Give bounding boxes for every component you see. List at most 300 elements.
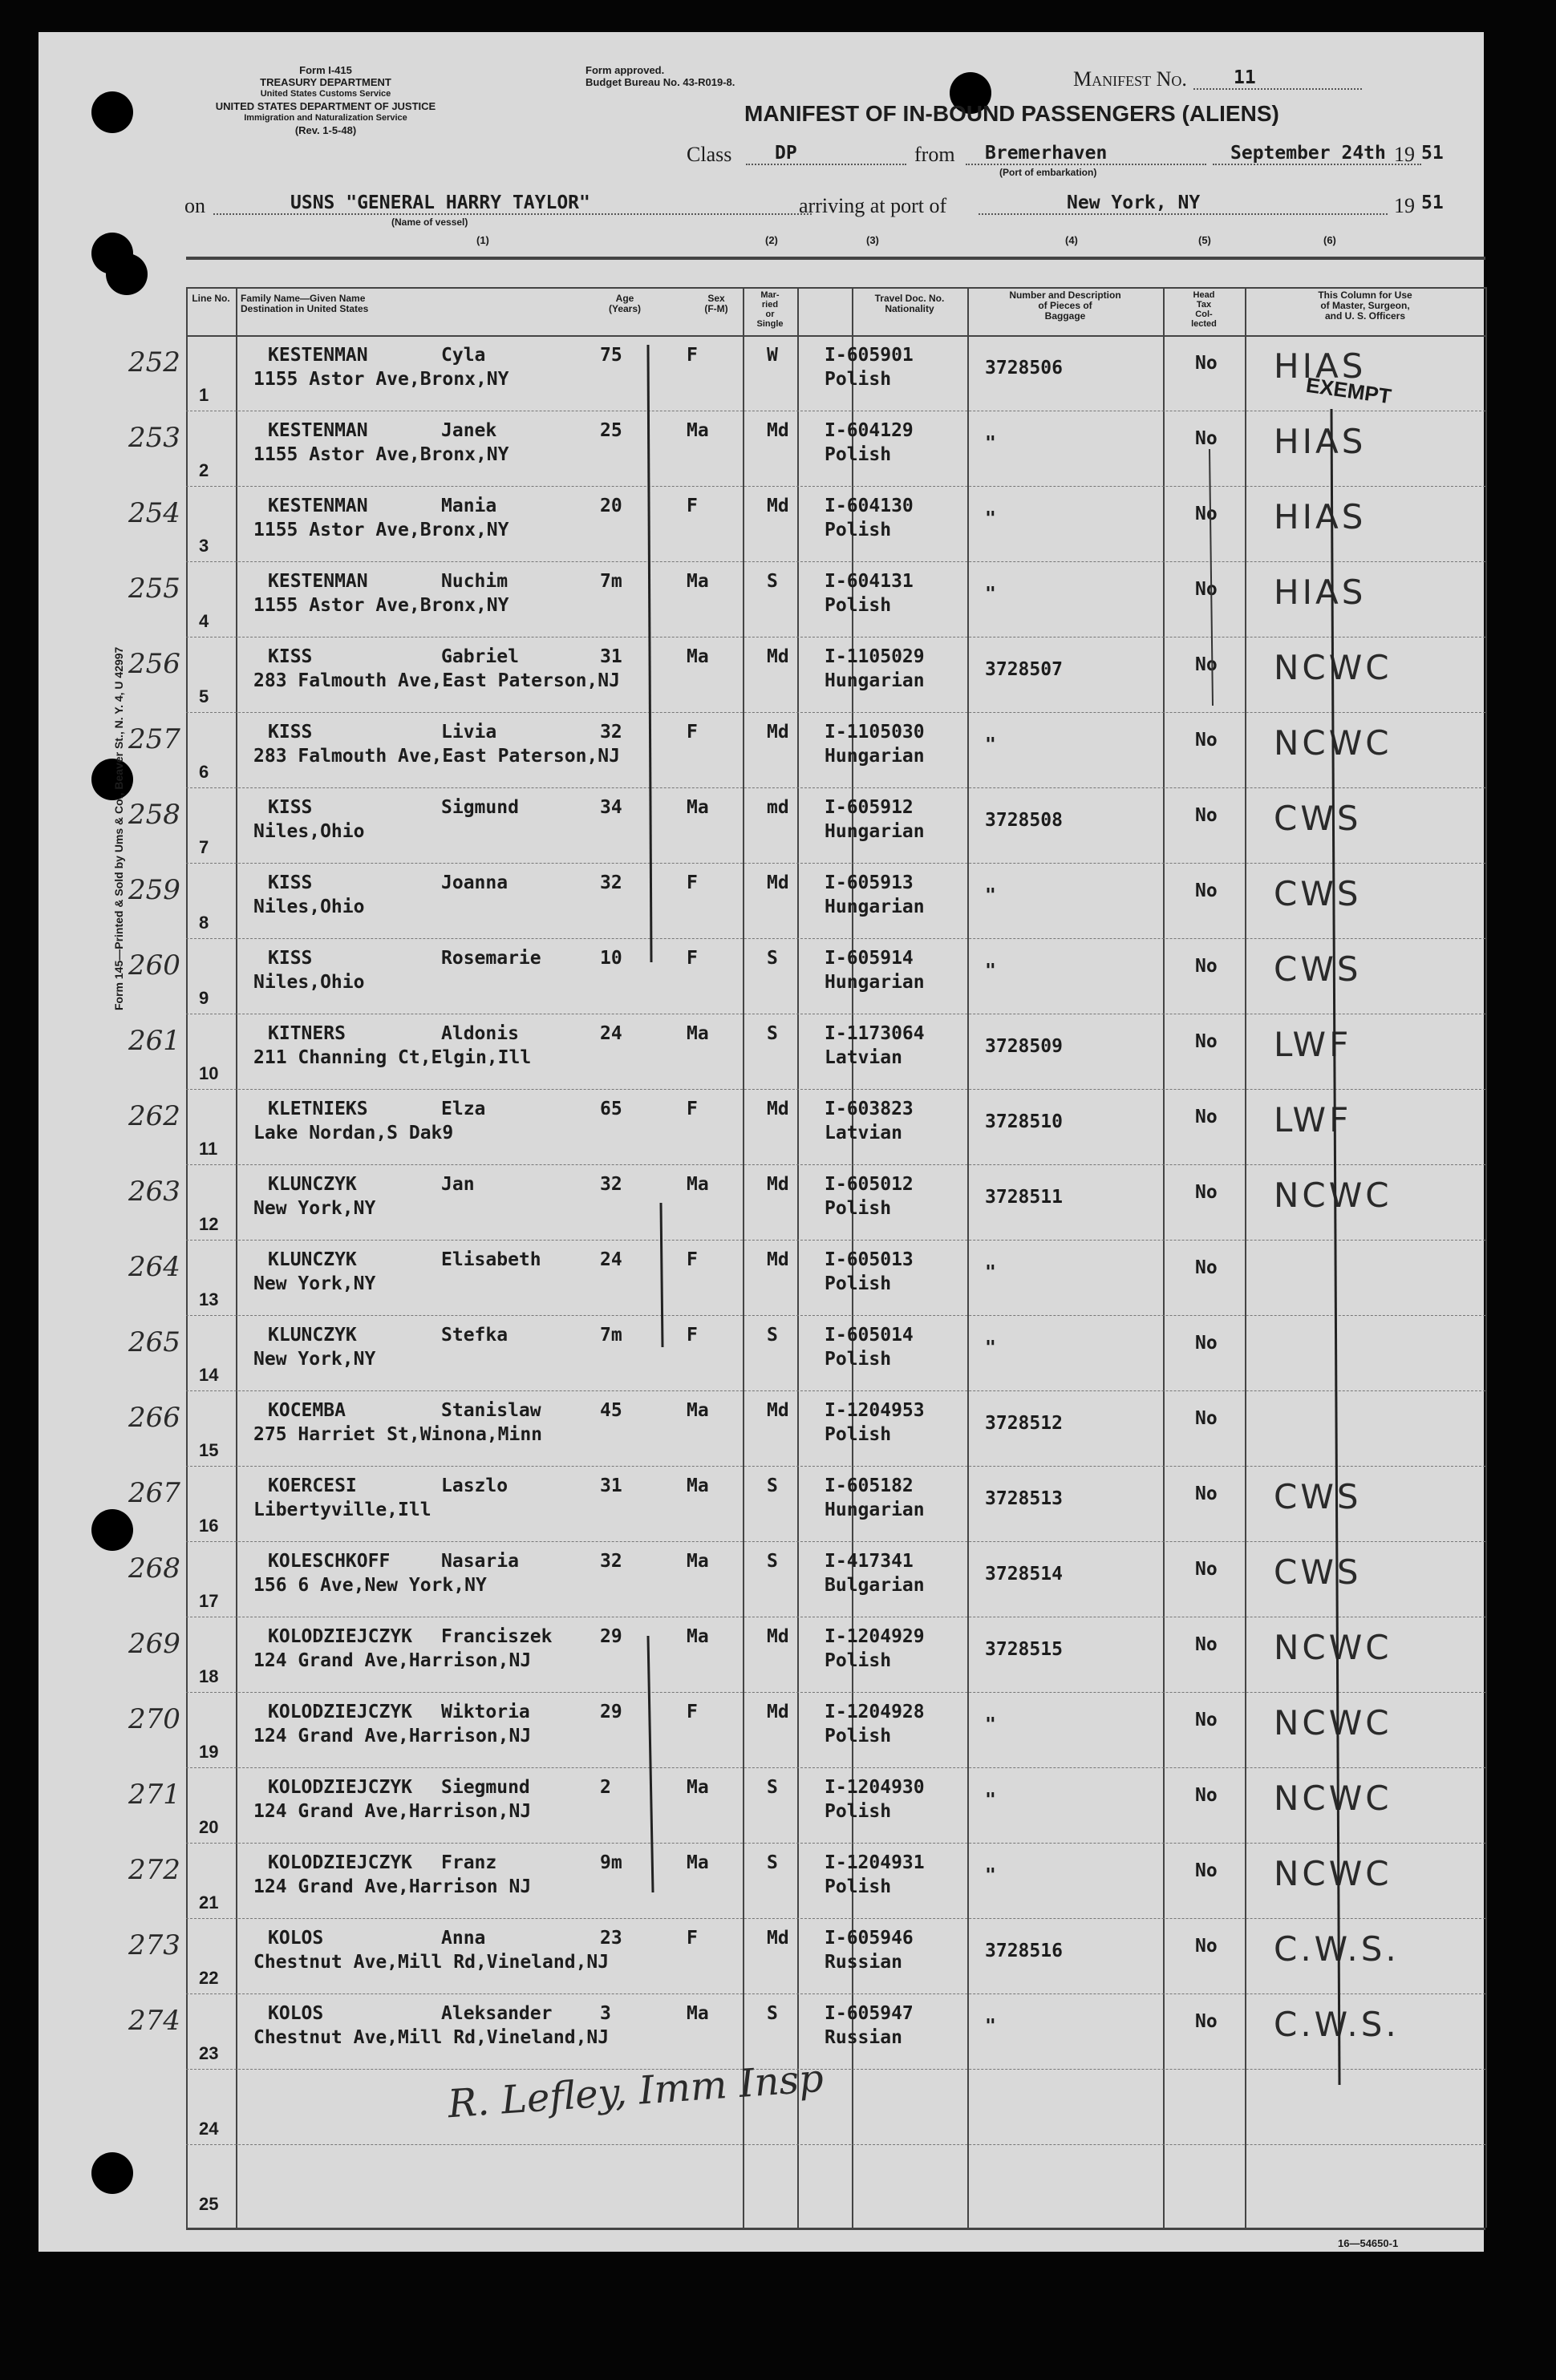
row-age: 31 bbox=[600, 646, 622, 667]
row-head-tax: No bbox=[1195, 1936, 1218, 1957]
row-officer-note: LWF bbox=[1274, 1100, 1352, 1139]
row-destination: 124 Grand Ave,Harrison,NJ bbox=[253, 1650, 532, 1671]
row-page-number: 265 bbox=[128, 1326, 180, 1358]
row-sex: F bbox=[687, 1928, 698, 1949]
row-head-tax: No bbox=[1195, 1333, 1218, 1354]
row-travel-doc: I-603823 bbox=[825, 1099, 914, 1119]
row-baggage: " bbox=[985, 961, 996, 982]
row-line-number: 19 bbox=[199, 1742, 219, 1762]
row-destination: 1155 Astor Ave,Bronx,NY bbox=[253, 595, 509, 616]
row-line-number: 23 bbox=[199, 2043, 219, 2063]
row-marital-status: Md bbox=[767, 872, 789, 893]
row-page-number: 268 bbox=[128, 1552, 180, 1585]
row-baggage: 3728516 bbox=[985, 1941, 1063, 1961]
row-nationality: Hungarian bbox=[825, 972, 925, 993]
row-officer-note: LWF bbox=[1274, 1025, 1352, 1064]
row-destination: New York,NY bbox=[253, 1273, 376, 1294]
row-marital-status: Md bbox=[767, 1174, 789, 1195]
row-nationality: Polish bbox=[825, 444, 892, 465]
from-label: from bbox=[914, 143, 955, 166]
row-destination: Niles,Ohio bbox=[253, 897, 365, 917]
row-officer-note: CWS bbox=[1274, 799, 1362, 838]
row-baggage: 3728507 bbox=[985, 659, 1063, 680]
row-age: 25 bbox=[600, 420, 622, 441]
row-separator bbox=[186, 1993, 1485, 1994]
row-officer-note: CWS bbox=[1274, 1552, 1362, 1592]
row-officer-note: NCWC bbox=[1274, 1779, 1392, 1818]
header-head-tax: Head Tax Col- lected bbox=[1191, 290, 1217, 329]
row-baggage: 3728511 bbox=[985, 1187, 1063, 1208]
row-baggage: " bbox=[985, 1338, 996, 1358]
row-sex: F bbox=[687, 496, 698, 516]
arriving-label: arriving at port of bbox=[799, 194, 947, 217]
row-age: 34 bbox=[600, 797, 622, 818]
row-head-tax: No bbox=[1195, 504, 1218, 524]
row-line-number: 10 bbox=[199, 1063, 219, 1083]
row-sex: F bbox=[687, 1249, 698, 1270]
row-page-number: 257 bbox=[128, 723, 180, 755]
row-sex: Ma bbox=[687, 420, 709, 441]
row-marital-status: Md bbox=[767, 1626, 789, 1647]
row-nationality: Polish bbox=[825, 1349, 892, 1370]
row-travel-doc: I-605914 bbox=[825, 948, 914, 969]
row-page-number: 253 bbox=[128, 422, 180, 454]
row-baggage: 3728510 bbox=[985, 1111, 1063, 1132]
row-line-number: 20 bbox=[199, 1817, 219, 1837]
row-line-number: 8 bbox=[199, 913, 209, 933]
row-baggage: " bbox=[985, 1790, 996, 1811]
form-number: Form I-415 bbox=[299, 64, 352, 76]
row-marital-status: S bbox=[767, 1777, 778, 1798]
row-marital-status: W bbox=[767, 345, 778, 366]
row-destination: 211 Channing Ct,Elgin,Ill bbox=[253, 1047, 532, 1068]
row-destination: Chestnut Ave,Mill Rd,Vineland,NJ bbox=[253, 1952, 610, 1973]
row-page-number: 274 bbox=[128, 2005, 180, 2037]
row-officer-note: HIAS bbox=[1274, 573, 1367, 612]
row-given-name: Elza bbox=[441, 1099, 486, 1119]
row-nationality: Latvian bbox=[825, 1047, 902, 1068]
from-value: Bremerhaven bbox=[966, 143, 1206, 165]
col-number: (1) bbox=[476, 234, 489, 246]
row-separator bbox=[186, 1315, 1485, 1316]
row-travel-doc: I-417341 bbox=[825, 1551, 914, 1572]
row-family-name: KOERCESI bbox=[268, 1475, 357, 1496]
row-travel-doc: I-605913 bbox=[825, 872, 914, 893]
row-page-number: 272 bbox=[128, 1854, 180, 1886]
row-travel-doc: I-1173064 bbox=[825, 1023, 925, 1044]
row-travel-doc: I-605013 bbox=[825, 1249, 914, 1270]
row-separator bbox=[186, 1089, 1485, 1090]
row-line-number: 12 bbox=[199, 1214, 219, 1234]
row-family-name: KOCEMBA bbox=[268, 1400, 346, 1421]
row-baggage: 3728506 bbox=[985, 358, 1063, 378]
row-officer-note: NCWC bbox=[1274, 1854, 1392, 1893]
row-nationality: Polish bbox=[825, 1650, 892, 1671]
col-number: (4) bbox=[1065, 234, 1078, 246]
inspector-signature: R. Lefley, Imm Insp bbox=[446, 2055, 825, 2127]
row-sex: F bbox=[687, 345, 698, 366]
row-given-name: Elisabeth bbox=[441, 1249, 541, 1270]
row-marital-status: S bbox=[767, 1325, 778, 1346]
row-travel-doc: I-1204928 bbox=[825, 1702, 925, 1722]
row-destination: New York,NY bbox=[253, 1349, 376, 1370]
row-page-number: 258 bbox=[128, 799, 180, 831]
row-travel-doc: I-605901 bbox=[825, 345, 914, 366]
manifest-no-label: Manifest No. bbox=[1073, 67, 1187, 91]
row-page-number: 263 bbox=[128, 1176, 180, 1208]
row-line-number: 15 bbox=[199, 1440, 219, 1460]
row-separator bbox=[186, 1240, 1485, 1241]
row-age: 32 bbox=[600, 1174, 622, 1195]
row-given-name: Mania bbox=[441, 496, 497, 516]
row-destination: 156 6 Ave,New York,NY bbox=[253, 1575, 487, 1596]
row-nationality: Polish bbox=[825, 1198, 892, 1219]
row-family-name: KISS bbox=[268, 872, 313, 893]
row-nationality: Polish bbox=[825, 520, 892, 540]
row-sex: Ma bbox=[687, 571, 709, 592]
row-page-number: 271 bbox=[128, 1779, 180, 1811]
row-family-name: KISS bbox=[268, 646, 313, 667]
col-number: (3) bbox=[866, 234, 879, 246]
row-marital-status: S bbox=[767, 571, 778, 592]
row-sex: Ma bbox=[687, 2003, 709, 2024]
row-officer-note: NCWC bbox=[1274, 1703, 1392, 1742]
row-age: 10 bbox=[600, 948, 622, 969]
col-number: (5) bbox=[1198, 234, 1211, 246]
row-head-tax: No bbox=[1195, 805, 1218, 826]
row-marital-status: Md bbox=[767, 646, 789, 667]
row-head-tax: No bbox=[1195, 2011, 1218, 2032]
row-travel-doc: I-604129 bbox=[825, 420, 914, 441]
row-given-name: Aleksander bbox=[441, 2003, 553, 2024]
row-marital-status: Md bbox=[767, 1249, 789, 1270]
row-line-number: 16 bbox=[199, 1516, 219, 1536]
row-marital-status: S bbox=[767, 1852, 778, 1873]
row-head-tax: No bbox=[1195, 1257, 1218, 1278]
row-line-number: 14 bbox=[199, 1365, 219, 1385]
row-nationality: Polish bbox=[825, 1876, 892, 1897]
row-marital-status: S bbox=[767, 948, 778, 969]
row-officer-note: NCWC bbox=[1274, 648, 1392, 687]
row-nationality: Bulgarian bbox=[825, 1575, 925, 1596]
row-destination: Libertyville,Ill bbox=[253, 1500, 432, 1520]
vessel-name: USNS "GENERAL HARRY TAYLOR" bbox=[213, 192, 812, 215]
row-line-number: 11 bbox=[199, 1139, 218, 1159]
row-page-number: 267 bbox=[128, 1477, 180, 1509]
row-line-number: 21 bbox=[199, 1892, 219, 1912]
header-name: Family Name—Given Name Destination in United States bbox=[241, 293, 369, 314]
row-marital-status: Md bbox=[767, 496, 789, 516]
row-baggage: " bbox=[985, 2016, 996, 2037]
row-family-name: KOLOS bbox=[268, 2003, 324, 2024]
row-given-name: Laszlo bbox=[441, 1475, 509, 1496]
row-given-name: Livia bbox=[441, 722, 497, 743]
approval-block bbox=[586, 64, 735, 88]
table-bottom-rule bbox=[186, 2228, 1485, 2230]
row-age: 7m bbox=[600, 1325, 622, 1346]
row-separator bbox=[186, 1918, 1485, 1919]
row-family-name: KLUNCZYK bbox=[268, 1174, 357, 1195]
manifest-no-value: 11 bbox=[1193, 67, 1362, 90]
row-separator bbox=[186, 863, 1485, 864]
row-sex: Ma bbox=[687, 646, 709, 667]
row-page-number: 254 bbox=[128, 497, 180, 529]
header-age: Age (Years) bbox=[608, 293, 642, 314]
row-given-name: Aldonis bbox=[441, 1023, 519, 1044]
row-nationality: Hungarian bbox=[825, 746, 925, 767]
row-family-name: KISS bbox=[268, 797, 313, 818]
row-nationality: Polish bbox=[825, 1273, 892, 1294]
row-sex: Ma bbox=[687, 1174, 709, 1195]
row-family-name: KLUNCZYK bbox=[268, 1249, 357, 1270]
row-line-number: 25 bbox=[199, 2194, 219, 2214]
row-destination: New York,NY bbox=[253, 1198, 376, 1219]
row-given-name: Sigmund bbox=[441, 797, 519, 818]
budget-bureau: Budget Bureau No. 43-R019-8. bbox=[586, 76, 735, 88]
row-marital-status: md bbox=[767, 797, 789, 818]
row-marital-status: Md bbox=[767, 1928, 789, 1949]
row-family-name: KISS bbox=[268, 722, 313, 743]
row-page-number: 256 bbox=[128, 648, 180, 680]
row-head-tax: No bbox=[1195, 1408, 1218, 1429]
row-nationality: Polish bbox=[825, 1424, 892, 1445]
row-line-number: 4 bbox=[199, 611, 209, 631]
ins-service: Immigration and Naturalization Service bbox=[244, 113, 407, 123]
row-baggage: 3728513 bbox=[985, 1488, 1063, 1509]
row-given-name: Rosemarie bbox=[441, 948, 541, 969]
row-sex: F bbox=[687, 722, 698, 743]
row-destination: 283 Falmouth Ave,East Paterson,NJ bbox=[253, 670, 620, 691]
header-baggage: Number and Description of Pieces of Baggage bbox=[1009, 289, 1121, 322]
header-line-no: Line No. bbox=[192, 293, 230, 304]
row-separator bbox=[186, 2069, 1485, 2070]
row-separator bbox=[186, 1541, 1485, 1542]
row-line-number: 9 bbox=[199, 988, 209, 1008]
arrival-year-prefix: 19 bbox=[1394, 194, 1415, 217]
row-officer-note: NCWC bbox=[1274, 1628, 1392, 1667]
row-marital-status: Md bbox=[767, 1400, 789, 1421]
row-baggage: " bbox=[985, 885, 996, 906]
row-head-tax: No bbox=[1195, 1483, 1218, 1504]
row-marital-status: S bbox=[767, 1023, 778, 1044]
punch-hole bbox=[106, 253, 148, 295]
row-head-tax: No bbox=[1195, 1559, 1218, 1580]
header-travel-doc: Travel Doc. No. Nationality bbox=[874, 293, 945, 314]
row-age: 75 bbox=[600, 345, 622, 366]
row-age: 7m bbox=[600, 571, 622, 592]
row-head-tax: No bbox=[1195, 730, 1218, 751]
row-baggage: " bbox=[985, 735, 996, 755]
row-age: 29 bbox=[600, 1626, 622, 1647]
row-line-number: 3 bbox=[199, 536, 209, 556]
row-destination: 1155 Astor Ave,Bronx,NY bbox=[253, 444, 509, 465]
table-row bbox=[38, 2144, 1484, 2220]
row-given-name: Nasaria bbox=[441, 1551, 519, 1572]
row-separator bbox=[186, 1767, 1485, 1768]
row-page-number: 262 bbox=[128, 1100, 180, 1132]
row-destination: 275 Harriet St,Winona,Minn bbox=[253, 1424, 543, 1445]
row-nationality: Latvian bbox=[825, 1123, 902, 1143]
row-destination: Chestnut Ave,Mill Rd,Vineland,NJ bbox=[253, 2027, 610, 2048]
row-age: 65 bbox=[600, 1099, 622, 1119]
row-family-name: KISS bbox=[268, 948, 313, 969]
row-travel-doc: I-604130 bbox=[825, 496, 914, 516]
row-sex: Ma bbox=[687, 1777, 709, 1798]
row-head-tax: No bbox=[1195, 579, 1218, 600]
row-age: 3 bbox=[600, 2003, 611, 2024]
row-age: 29 bbox=[600, 1702, 622, 1722]
row-head-tax: No bbox=[1195, 1860, 1218, 1881]
manifest-page bbox=[38, 32, 1484, 2252]
form-approved: Form approved. bbox=[586, 64, 665, 76]
row-sex: Ma bbox=[687, 1852, 709, 1873]
row-age: 2 bbox=[600, 1777, 611, 1798]
arrival-port: New York, NY bbox=[979, 192, 1388, 215]
row-officer-note: CWS bbox=[1274, 949, 1362, 989]
row-head-tax: No bbox=[1195, 1107, 1218, 1127]
header-sex: Sex (F-M) bbox=[704, 293, 728, 314]
row-page-number: 261 bbox=[128, 1025, 180, 1057]
row-age: 32 bbox=[600, 1551, 622, 1572]
row-family-name: KLETNIEKS bbox=[268, 1099, 368, 1119]
row-family-name: KESTENMAN bbox=[268, 496, 368, 516]
row-family-name: KESTENMAN bbox=[268, 420, 368, 441]
row-line-number: 17 bbox=[199, 1591, 219, 1611]
row-family-name: KOLODZIEJCZYK bbox=[268, 1852, 413, 1873]
row-sex: F bbox=[687, 1325, 698, 1346]
row-given-name: Jan bbox=[441, 1174, 475, 1195]
row-nationality: Hungarian bbox=[825, 670, 925, 691]
row-travel-doc: I-605182 bbox=[825, 1475, 914, 1496]
row-sex: Ma bbox=[687, 1551, 709, 1572]
row-nationality: Hungarian bbox=[825, 821, 925, 842]
col-number: (2) bbox=[765, 234, 778, 246]
row-separator bbox=[186, 486, 1485, 487]
row-family-name: KITNERS bbox=[268, 1023, 346, 1044]
row-destination: 124 Grand Ave,Harrison,NJ bbox=[253, 1801, 532, 1822]
exempt-stamp: EXEMPT bbox=[1304, 372, 1393, 409]
on-label: on bbox=[184, 194, 205, 217]
row-age: 9m bbox=[600, 1852, 622, 1873]
row-nationality: Hungarian bbox=[825, 897, 925, 917]
row-separator bbox=[186, 938, 1485, 939]
row-separator bbox=[186, 561, 1485, 562]
row-given-name: Joanna bbox=[441, 872, 509, 893]
row-marital-status: Md bbox=[767, 420, 789, 441]
row-officer-note: C.W.S. bbox=[1274, 2005, 1400, 2044]
row-line-number: 24 bbox=[199, 2119, 219, 2139]
row-baggage: 3728509 bbox=[985, 1036, 1063, 1057]
row-age: 20 bbox=[600, 496, 622, 516]
row-travel-doc: I-605947 bbox=[825, 2003, 914, 2024]
row-separator bbox=[186, 1692, 1485, 1693]
row-destination: 124 Grand Ave,Harrison NJ bbox=[253, 1876, 532, 1897]
row-line-number: 6 bbox=[199, 762, 209, 782]
row-nationality: Russian bbox=[825, 2027, 902, 2048]
row-head-tax: No bbox=[1195, 1785, 1218, 1806]
header-married: Mar- ried or Single bbox=[756, 290, 784, 329]
table-top-rule bbox=[186, 257, 1485, 260]
row-given-name: Wiktoria bbox=[441, 1702, 530, 1722]
row-age: 24 bbox=[600, 1023, 622, 1044]
revision: (Rev. 1-5-48) bbox=[294, 124, 357, 136]
row-separator bbox=[186, 1843, 1485, 1844]
row-marital-status: Md bbox=[767, 722, 789, 743]
col-divider bbox=[1485, 287, 1487, 2228]
row-nationality: Polish bbox=[825, 369, 892, 390]
row-given-name: Gabriel bbox=[441, 646, 519, 667]
row-head-tax: No bbox=[1195, 956, 1218, 977]
date-value: September 24th bbox=[1213, 143, 1421, 165]
row-given-name: Franciszek bbox=[441, 1626, 553, 1647]
row-page-number: 252 bbox=[128, 346, 180, 378]
row-sex: F bbox=[687, 1702, 698, 1722]
row-baggage: 3728515 bbox=[985, 1639, 1063, 1660]
row-baggage: " bbox=[985, 1865, 996, 1886]
row-destination: 283 Falmouth Ave,East Paterson,NJ bbox=[253, 746, 620, 767]
table-header-rule bbox=[186, 287, 1485, 289]
row-family-name: KLUNCZYK bbox=[268, 1325, 357, 1346]
row-head-tax: No bbox=[1195, 428, 1218, 449]
row-baggage: " bbox=[985, 584, 996, 605]
row-head-tax: No bbox=[1195, 1710, 1218, 1730]
row-given-name: Franz bbox=[441, 1852, 497, 1873]
row-marital-status: S bbox=[767, 1551, 778, 1572]
row-given-name: Siegmund bbox=[441, 1777, 530, 1798]
row-line-number: 1 bbox=[199, 385, 209, 405]
row-sex: F bbox=[687, 1099, 698, 1119]
arrival-year: 51 bbox=[1421, 192, 1444, 213]
row-baggage: " bbox=[985, 508, 996, 529]
row-marital-status: S bbox=[767, 1475, 778, 1496]
row-travel-doc: I-604131 bbox=[825, 571, 914, 592]
row-line-number: 22 bbox=[199, 1968, 219, 1988]
vessel-caption: (Name of vessel) bbox=[391, 217, 468, 228]
row-head-tax: No bbox=[1195, 1634, 1218, 1655]
row-head-tax: No bbox=[1195, 1182, 1218, 1203]
row-separator bbox=[186, 1164, 1485, 1165]
row-baggage: 3728514 bbox=[985, 1564, 1063, 1585]
footer-code: 16—54650-1 bbox=[1338, 2237, 1399, 2249]
row-baggage: 3728508 bbox=[985, 810, 1063, 831]
row-sex: F bbox=[687, 948, 698, 969]
row-family-name: KOLODZIEJCZYK bbox=[268, 1626, 413, 1647]
row-baggage: " bbox=[985, 1714, 996, 1735]
row-given-name: Anna bbox=[441, 1928, 486, 1949]
row-given-name: Cyla bbox=[441, 345, 486, 366]
row-head-tax: No bbox=[1195, 1031, 1218, 1052]
customs-service: United States Customs Service bbox=[260, 89, 391, 99]
row-travel-doc: I-605912 bbox=[825, 797, 914, 818]
row-family-name: KESTENMAN bbox=[268, 571, 368, 592]
row-destination: Lake Nordan,S Dak9 bbox=[253, 1123, 454, 1143]
printer-imprint: Form 145—Printed & Sold by Ums & Co., Beaver St., N. Y. 4, U 42997 bbox=[112, 646, 125, 1010]
punch-hole bbox=[91, 91, 133, 133]
row-given-name: Janek bbox=[441, 420, 497, 441]
row-separator bbox=[186, 712, 1485, 713]
row-separator bbox=[186, 1466, 1485, 1467]
row-separator bbox=[186, 1390, 1485, 1391]
row-sex: F bbox=[687, 872, 698, 893]
row-officer-note: HIAS bbox=[1274, 497, 1367, 536]
row-officer-note: HIAS bbox=[1274, 346, 1367, 386]
row-separator bbox=[186, 787, 1485, 788]
row-travel-doc: I-1204929 bbox=[825, 1626, 925, 1647]
row-age: 32 bbox=[600, 872, 622, 893]
row-baggage: " bbox=[985, 433, 996, 454]
class-label: Class bbox=[687, 143, 732, 166]
row-officer-note: C.W.S. bbox=[1274, 1929, 1400, 1969]
